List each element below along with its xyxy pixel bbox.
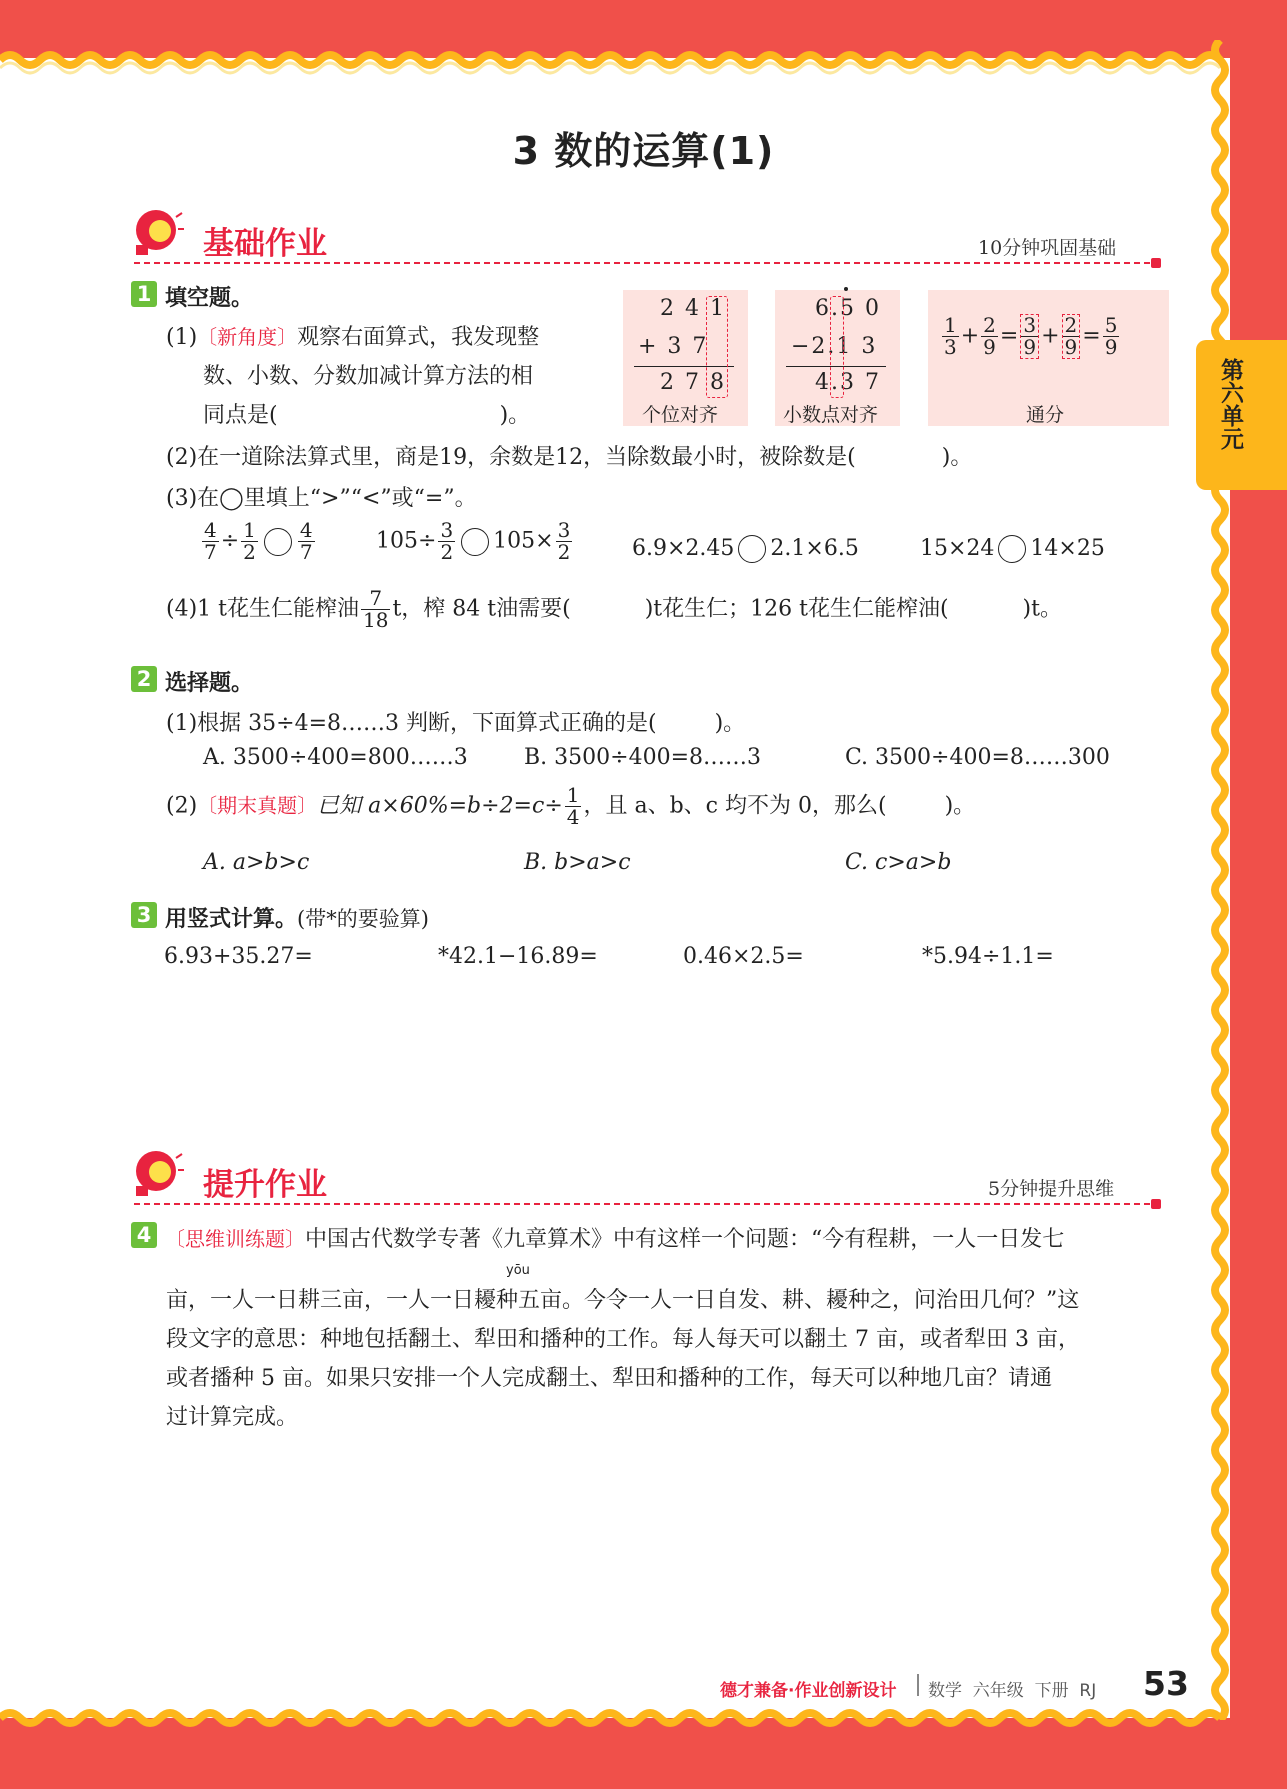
section-basic-divider (134, 262, 1160, 264)
q2-part2-text: 已知 a×60%=b÷2=c÷ (317, 793, 563, 819)
q2-part2-end: )。 (944, 793, 976, 819)
section-advanced-divider-end (1151, 1199, 1161, 1209)
q1-part3: (3)在◯里填上“>”“<”或“=”。 (166, 486, 477, 511)
q2-part2-frac-den: 4 (566, 805, 580, 829)
box3-label: 通分 (1026, 404, 1065, 426)
page-number: 53 (1143, 1664, 1189, 1703)
cmp1-c-num: 4 (299, 518, 313, 542)
q2-part2-option-b: B. b>a>c (524, 850, 631, 875)
cmp2-d-num: 3 (557, 518, 571, 542)
box3-f4-num: 2 (1064, 313, 1078, 337)
q2-part2-option-a: A. a>b>c (203, 850, 310, 875)
footer-brand: 德才兼备·作业创新设计 (720, 1681, 897, 1701)
box3-f2-num: 2 (983, 313, 996, 337)
cmp4-b: 14×25 (1030, 536, 1105, 561)
q2-part1-text: (1)根据 35÷4=8……3 判断，下面算式正确的是( (166, 711, 657, 736)
q1-part1-text2: 数、小数、分数加减计算方法的相 (203, 364, 534, 389)
compare-3 (632, 535, 859, 563)
q1-part1-prefix: (1) (166, 325, 198, 350)
section-basic-note: 10分钟巩固基础 (978, 237, 1117, 259)
question-1-heading: 填空题。 (165, 286, 254, 311)
q2-part2-frac-num: 1 (566, 783, 580, 807)
q2-part1-option-b: B. 3500÷400=8……3 (524, 745, 761, 770)
q2-part1-option-a: A. 3500÷400=800……3 (203, 745, 468, 770)
q3-expr-2[interactable]: *42.1−16.89= (438, 944, 598, 969)
cmp3-a: 6.9×2.45 (632, 536, 735, 561)
q2-part2 (166, 785, 975, 828)
box2-highlight (830, 296, 844, 398)
q3-expr-3[interactable]: 0.46×2.5= (683, 944, 804, 969)
compare-1 (200, 520, 317, 563)
q1-part2-end: )。 (941, 445, 973, 470)
bottom-wave-border (0, 1698, 1230, 1738)
box2-row3: 4.3 7 (815, 370, 881, 395)
question-1-number: 1 (131, 281, 157, 307)
box1-row3: 2 7 8 (660, 370, 726, 395)
unit-side-tab (1196, 340, 1287, 490)
q1-part4-a: (4)1 t花生仁能榨油 (166, 596, 359, 622)
q4-line5: 过计算完成。 (166, 1405, 299, 1430)
q2-part1-option-c: C. 3500÷400=8……300 (845, 745, 1110, 770)
q2-part2-prefix: (2) (166, 793, 198, 819)
q3-expr-1[interactable]: 6.93+35.27= (164, 944, 313, 969)
cmp2-c: 105× (493, 528, 554, 554)
box3-f2-den: 9 (983, 335, 996, 359)
q2-part1-end: )。 (714, 711, 746, 736)
question-2-number: 2 (131, 666, 157, 692)
q1-part1-text1: 观察右面算式，我发现整 (297, 325, 540, 350)
question-3-heading-text: 用竖式计算。 (165, 907, 298, 932)
box3-f4-den: 9 (1064, 335, 1078, 359)
section-basic-title: 基础作业 (203, 226, 327, 262)
cmp1-op: ÷ (220, 528, 240, 554)
q1-part1-text3: 同点是( (203, 403, 278, 428)
cmp2-d-den: 2 (557, 540, 571, 564)
cmp1-a-num: 4 (204, 518, 217, 542)
q4-tag: 〔思维训练题〕 (165, 1227, 305, 1251)
q2-part1 (166, 706, 745, 737)
cmp1-a-den: 7 (204, 540, 217, 564)
box3-expression: $\frac{1}{3}$ + $\frac{2}{9}$ = $\frac{3}{9}$ + $\frac{2}{9}$ = $\frac{5}{9}$ (944, 313, 1118, 359)
question-4-number: 4 (131, 1222, 157, 1248)
footer-info: 数学 六年级 下册 RJ (928, 1681, 1097, 1701)
box2-row1: 6.5 0 (815, 296, 881, 321)
box3-f3-num: 3 (1023, 313, 1037, 337)
lightbulb-icon (130, 205, 184, 259)
cmp4-a: 15×24 (920, 536, 995, 561)
cmp2-b-den: 2 (440, 540, 454, 564)
box1-highlight (706, 296, 728, 398)
q2-part2-text2: ，且 a、b、c 均不为 0，那么( (583, 793, 887, 819)
q1-part1-text3-end: )。 (499, 403, 531, 428)
q1-part4-d: )t。 (1022, 596, 1062, 622)
q2-part2-tag: 〔期末真题〕 (197, 793, 318, 818)
question-2-heading: 选择题。 (165, 671, 254, 696)
q4-line4: 或者播种 5 亩。如果只安排一个人完成翻土、犁田和播种的工作，每天可以种地几亩？请通 (166, 1366, 1052, 1391)
q1-part4-frac-den: 18 (363, 608, 389, 632)
section-advanced-title: 提升作业 (203, 1167, 327, 1203)
q2-part2-option-c: C. c>a>b (845, 850, 952, 875)
q1-part1-line1 (166, 320, 539, 351)
cmp3-b: 2.1×6.5 (770, 536, 859, 561)
cmp2-b-num: 3 (440, 518, 454, 542)
cmp1-c-den: 7 (299, 540, 313, 564)
box3-f5-den: 9 (1104, 335, 1118, 359)
page-title: 3 数的运算(1) (512, 129, 775, 173)
lightbulb-icon (130, 1146, 184, 1200)
q1-part4-c: )t花生仁；126 t花生仁能榨油( (644, 596, 949, 622)
q1-part4-b: t，榨 84 t油需要( (392, 596, 571, 622)
right-wave-border (1205, 40, 1235, 1720)
q3-expr-4[interactable]: *5.94÷1.1= (922, 944, 1054, 969)
top-wave-border (0, 40, 1230, 80)
box1-row1: 2 4 1 (660, 296, 726, 321)
cmp3-answer-circle[interactable] (738, 535, 766, 563)
question-3-number: 3 (131, 902, 157, 928)
q1-part1-tag: 〔新角度〕 (197, 325, 298, 349)
question-3-heading-note: (带*的要验算) (297, 907, 429, 931)
box3-f1-num: 1 (944, 313, 957, 337)
box1-row2: + 3 7 (638, 334, 709, 359)
box3-f1-den: 3 (944, 335, 957, 359)
q1-part4-frac-num: 7 (361, 588, 390, 610)
section-advanced-note: 5分钟提升思维 (988, 1178, 1115, 1200)
q1-part2-text: (2)在一道除法算式里，商是19，余数是12，当除数最小时，被除数是( (166, 445, 856, 470)
q1-part2 (166, 440, 972, 471)
q4-line1 (165, 1222, 1064, 1253)
q1-part4 (166, 588, 1062, 631)
question-3-heading (165, 902, 429, 933)
cmp2-a: 105÷ (376, 528, 437, 554)
unit-side-tab-label: 第六单元 (1217, 358, 1243, 450)
q4-line3: 段文字的意思：种地包括翻土、犁田和播种的工作。每人每天可以翻土 7 亩，或者犁田 3 亩， (166, 1327, 1080, 1352)
cmp1-answer-circle[interactable] (264, 528, 292, 556)
cmp1-b-den: 2 (243, 540, 256, 564)
box2-dot (844, 287, 848, 291)
box3-f5-num: 5 (1104, 313, 1118, 337)
compare-4 (920, 535, 1105, 563)
box1-label: 个位对齐 (642, 404, 719, 426)
q1-part1-line3 (203, 398, 530, 429)
compare-2 (376, 520, 574, 563)
box3-f3-den: 9 (1023, 335, 1037, 359)
q4-line2: 亩，一人一日耕三亩，一人一日耰种五亩。今令一人一日自发、耕、耰种之，问治田几何？”这 (166, 1288, 1080, 1313)
cmp4-answer-circle[interactable] (998, 535, 1026, 563)
footer-separator (917, 1674, 919, 1696)
cmp2-answer-circle[interactable] (461, 528, 489, 556)
box2-row2: −2.1 3 (791, 334, 878, 359)
cmp1-b-num: 1 (243, 518, 256, 542)
box2-label: 小数点对齐 (783, 404, 879, 426)
section-basic-divider-end (1151, 258, 1161, 268)
section-advanced-divider (134, 1203, 1160, 1205)
q4-line1-text: 中国古代数学专著《九章算术》中有这样一个问题：“今有程耕，一人一日发七 (305, 1227, 1065, 1252)
q4-pinyin: yōu (506, 1263, 530, 1278)
